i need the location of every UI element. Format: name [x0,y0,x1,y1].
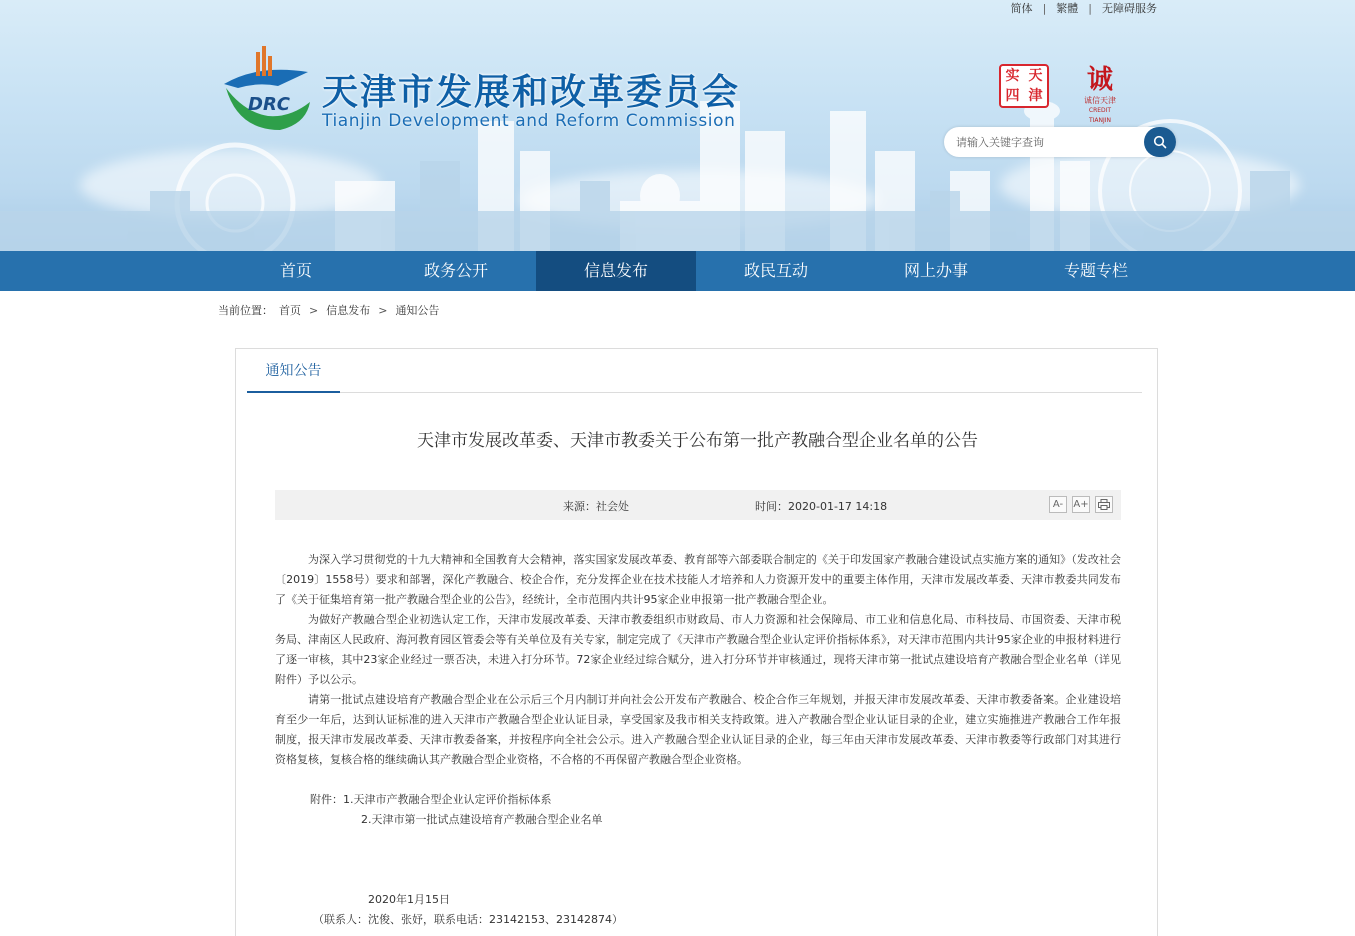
font-increase-icon: A+ [1073,499,1089,510]
divider: | [1088,1,1092,15]
search-input[interactable] [956,133,1136,151]
divider: | [1042,1,1047,15]
font-increase-button[interactable] [1072,496,1090,513]
site-title: 天津市发展和改革委员会 [322,72,741,113]
breadcrumb-separator: > [378,303,388,317]
search-icon [1153,135,1167,149]
logo-text: DRC [248,94,291,115]
search-box [944,127,1176,157]
header-banner [0,0,1355,251]
article-body [275,550,1121,770]
badge-char: 实 [1005,68,1020,84]
simplified-chinese-link[interactable]: 简体 [1010,2,1033,15]
nav-special-topics[interactable]: 专题专栏 [1063,261,1128,280]
attachments-label: 附件： [310,793,343,806]
article-info-bar [275,490,1121,520]
section-tabbar [247,349,1142,393]
article-time: 时间：2020-01-17 14:18 [755,500,888,513]
article-source: 来源：社会处 [563,500,629,513]
article-contact: （联系人：沈俊、张妤，联系电话：23142153、23142874） [313,913,623,926]
badge-char: 天 [1028,68,1043,84]
article-paragraph: 为深入学习贯彻党的十九大精神和全国教育大会精神，落实国家发展改革委、教育部等六部委联合制定的《关于印发国家产教融合建设试点实施方案的通知》（发改社会〔2019〕1558号）要求和部署，深化产教融合、校企合作，充分发挥企业在技术技能人才培养和人力资源开发中的重要主体作用，天津市发展改革委、天津市教委共同发布了《关于征集培育第一批产教融合型企业的公告》，经统计，全市范围内共计95家企业申报第一批产教融合型企业。 [275,553,1121,606]
badge-char: 四 [1005,88,1020,104]
credit-tianjin-logo[interactable] [1080,64,1120,124]
article-container [235,348,1158,936]
font-decrease-icon: A- [1052,499,1064,510]
badge-char: 津 [1028,88,1043,104]
credit-logo-char: 诚 [1086,65,1113,95]
nav-public-interaction[interactable]: 政民互动 [743,261,808,280]
breadcrumb-separator: > [309,303,319,317]
breadcrumb-home[interactable]: 首页 [279,304,301,317]
main-nav [0,251,1355,291]
credit-logo-sub: 诚信天津 [1084,96,1116,105]
article-title: 天津市发展改革委、天津市教委关于公布第一批产教融合型企业名单的公告 [417,431,978,451]
font-decrease-button[interactable] [1049,496,1067,513]
nav-home[interactable]: 首页 [279,261,312,280]
credit-logo-sub-en: CREDIT TIANJIN [1088,107,1112,124]
attachments-section [310,790,603,830]
top-links [1011,0,1157,16]
print-button[interactable] [1095,496,1113,513]
traditional-chinese-link[interactable]: 繁體 [1056,2,1079,15]
print-icon [1098,499,1110,510]
nav-government-affairs[interactable]: 政务公开 [423,261,488,280]
badge-logo-left[interactable] [999,64,1049,108]
breadcrumb-label: 当前位置： [218,304,273,317]
breadcrumb-notices[interactable]: 通知公告 [395,304,440,317]
search-button[interactable] [1144,127,1176,157]
attachment-link[interactable]: 2.天津市第一批试点建设培育产教融合型企业名单 [361,813,603,826]
article-date: 2020年1月15日 [368,893,450,906]
site-subtitle-en: Tianjin Development and Reform Commission [322,111,736,131]
article-paragraph: 为做好产教融合型企业初选认定工作，天津市发展改革委、天津市教委组织市财政局、市人力资源和社会保障局、市工业和信息化局、市科技局、市国资委、天津市税务局、津南区人民政府、海河教育园区管委会等有关单位及有关专家，制定完成了《天津市产教融合型企业认定评价指标体系》，对天津市范围内共计95家企业的申报材料进行了逐一审核，其中23家企业经过一票否决，未进入打分环节。72家企业经过综合赋分，进入打分环节并审核通过，现将天津市第一批试点建设培育产教融合型企业名单（详见附件）予以公示。 [275,613,1121,686]
breadcrumb [218,302,439,318]
attachment-link[interactable]: 1.天津市产教融合型企业认定评价指标体系 [343,793,552,806]
nav-online-services[interactable]: 网上办事 [903,261,968,280]
nav-information-release[interactable]: 信息发布 [536,251,696,291]
article-paragraph: 请第一批试点建设培育产教融合型企业在公示后三个月内制订并向社会公开发布产教融合、校企合作三年规划，并报天津市发展改革委、天津市教委备案。企业建设培育至少一年后，达到认证标准的进入天津市产教融合型企业认证目录，享受国家及我市相关支持政策。进入产教融合型企业认证目录的企业，建立实施推进产教融合工作年报制度，报天津市发展改革委、天津市教委备案，并按程序向全社会公示。进入产教融合型企业认证目录的企业，每三年由天津市发展改革委、天津市教委等行政部门对其进行资格复核，复核合格的继续确认其产教融合型企业资格，不合格的不再保留产教融合型企业资格。 [275,693,1121,766]
drc-logo-icon[interactable] [218,44,313,136]
breadcrumb-info-release[interactable]: 信息发布 [326,304,371,317]
accessibility-link[interactable]: 无障碍服务 [1102,2,1157,15]
tab-notices[interactable]: 通知公告 [247,349,340,393]
